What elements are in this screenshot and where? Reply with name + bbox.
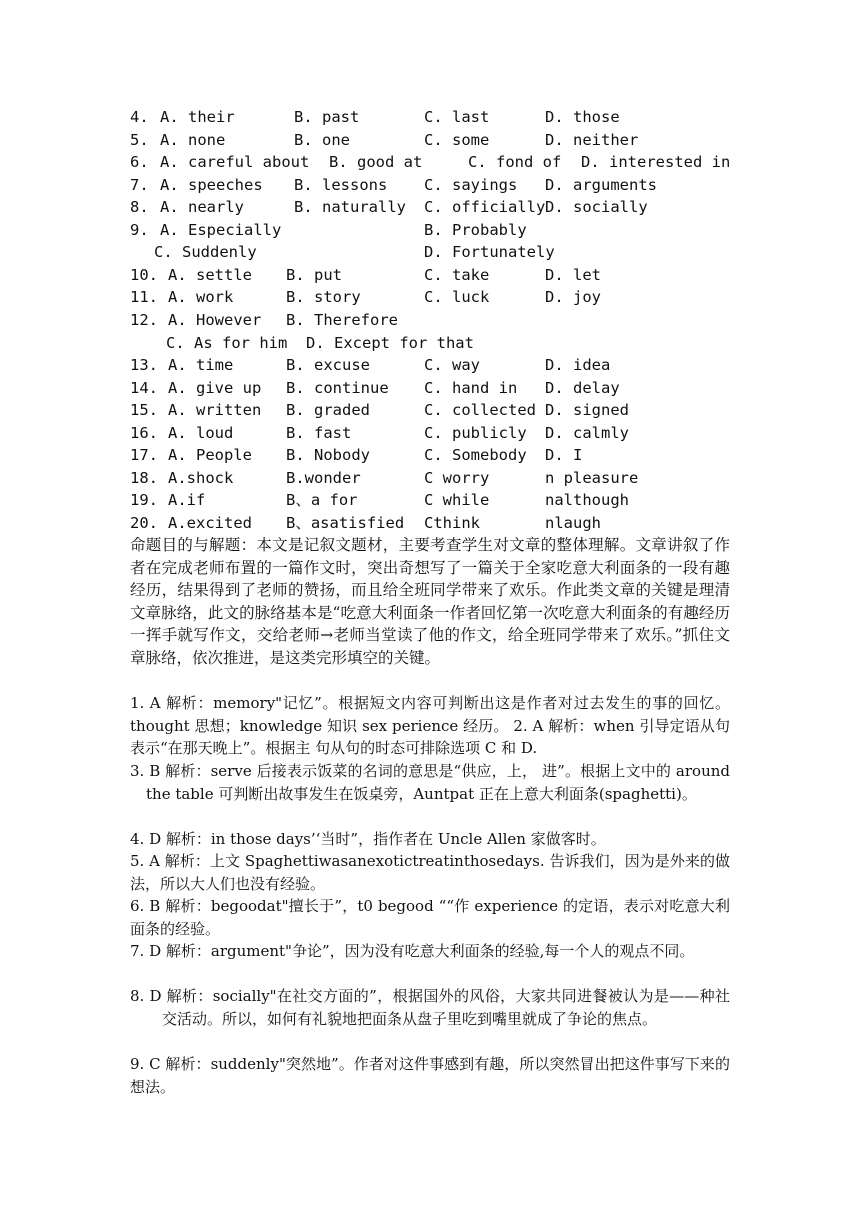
question-number: 7. — [130, 175, 149, 194]
option-c: C. Somebody — [424, 446, 527, 465]
option-c: C. way — [424, 356, 480, 375]
option-d: D. delay — [545, 378, 620, 397]
option-a: A. time — [168, 356, 234, 375]
option-b: D. Except for that — [306, 333, 474, 352]
option-d: n pleasure — [545, 468, 639, 487]
option-b: B. continue — [286, 378, 389, 397]
option-b: B、asatisfied — [286, 513, 405, 532]
option-b: B.wonder — [286, 468, 361, 487]
option-d: D. arguments — [545, 175, 657, 194]
option-c: C. publicly — [424, 423, 527, 442]
option-a: A.excited — [168, 513, 252, 532]
option-a: A. give up — [168, 378, 262, 397]
answer-4: 4. D 解析：in those days’‘当时”，指作者在 Uncle Allen 家做客时。 — [130, 830, 606, 848]
question-number: 17. — [130, 446, 158, 465]
option-a: A. their — [160, 108, 235, 126]
option-d: D. those — [545, 108, 620, 126]
option-a: A. settle — [168, 265, 252, 284]
option-d: D. calmly — [545, 423, 629, 442]
option-d: D. joy — [545, 288, 601, 307]
option-b: B. lessons — [294, 175, 388, 194]
option-a: A. Especially — [160, 220, 282, 239]
option-d: nlaugh — [545, 513, 601, 532]
question-number: 8. — [130, 198, 149, 217]
question-number: 6. — [130, 153, 149, 172]
option-b: B、a for — [286, 491, 358, 510]
option-b: B. naturally — [294, 198, 406, 217]
question-number: 18. — [130, 468, 158, 487]
question-number: 19. — [130, 491, 158, 510]
answer-5: 5. A 解析：上文 Spaghettiwasanexotictreatinthosedays. 告诉我们，因为是外来的做法，所以大人们也没有经验。 — [130, 852, 730, 893]
question-number: 16. — [130, 423, 158, 442]
answer-9: 9. C 解析：suddenly"突然地”。作者对这件事感到有趣，所以突然冒出把这件事写下来的想法。 — [130, 1055, 730, 1096]
option-c: C. some — [424, 130, 490, 149]
answer-1-2: 1. A 解析：memory"记忆”。根据短文内容可判断出这是作者对过去发生的事的回忆。thought 思想；knowledge 知识 sex perience 经历。 2. A 解析：when 引导定语从句表示“在那天晚上”。根据主 句从句的时态可排除选项 C 和 D. — [130, 694, 730, 758]
option-c: C. hand in — [424, 378, 518, 397]
option-c: D. Fortunately — [424, 243, 555, 262]
option-b: B. excuse — [286, 356, 370, 375]
option-a: A. nearly — [160, 198, 244, 217]
answer-6: 6. B 解析：begoodat"擅长于”，t0 begood ““作 experience 的定语，表示对吃意大利面条的经验。 — [130, 897, 730, 938]
option-b: B. good at — [329, 153, 423, 172]
option-b: B. one — [294, 130, 350, 149]
option-b: B. Therefore — [286, 310, 398, 329]
option-a: C. As for him — [166, 333, 288, 352]
option-a: A.if — [168, 491, 206, 510]
question-number: 4. — [130, 108, 149, 126]
answer-3: 3. B 解析：serve 后接表示饭菜的名词的意思是“供应，上， 进”。根据上文中的 around the table 可判断出故事发生在饭桌旁，Auntpat 正在上意大利面条(spaghetti)。 — [130, 762, 730, 803]
option-c: Cthink — [424, 513, 480, 532]
option-c: C. last — [424, 108, 490, 126]
question-number: 5. — [130, 130, 149, 149]
answer-8: 8. D 解析：socially"在社交方面的”，根据国外的风俗，大家共同进餐被认为是——种社交活动。所以，如何有礼貌地把面条从盘子里吃到嘴里就成了争论的焦点。 — [130, 987, 730, 1028]
option-a: A. However — [168, 310, 262, 329]
option-a: A. careful about — [160, 153, 310, 172]
question-number: 14. — [130, 378, 158, 397]
question-number: 20. — [130, 513, 158, 532]
option-a: A. work — [168, 288, 234, 307]
option-b: B. story — [286, 288, 361, 307]
option-b: B. fast — [286, 423, 352, 442]
option-c: C. collected — [424, 401, 536, 420]
option-a: A.shock — [168, 468, 234, 487]
question-number: 10. — [130, 265, 158, 284]
option-d: D. interested in — [581, 153, 731, 172]
answer-7: 7. D 解析：argument"争论”，因为没有吃意大利面条的经验,每一个人的观点不同。 — [130, 942, 695, 960]
option-d: nalthough — [545, 491, 629, 510]
option-b: B. Nobody — [286, 446, 370, 465]
option-d: D. I — [545, 446, 583, 465]
option-d: D. signed — [545, 401, 629, 420]
option-a: C. Suddenly — [154, 243, 257, 262]
option-c: C. fond of — [468, 153, 562, 172]
option-b: B. past — [294, 108, 360, 126]
question-number: 12. — [130, 310, 158, 329]
option-c: C while — [424, 491, 490, 510]
option-d: D. neither — [545, 130, 639, 149]
option-b: B. put — [286, 265, 342, 284]
option-c: C. sayings — [424, 175, 518, 194]
option-a: A. People — [168, 446, 252, 465]
option-b: B. graded — [286, 401, 370, 420]
question-number: 11. — [130, 288, 158, 307]
option-c: C. luck — [424, 288, 490, 307]
option-a: A. none — [160, 130, 226, 149]
option-c: C. take — [424, 265, 490, 284]
option-a: A. written — [168, 401, 262, 420]
option-a: A. speeches — [160, 175, 263, 194]
option-a: A. loud — [168, 423, 234, 442]
question-number: 13. — [130, 356, 158, 375]
option-c: B. Probably — [424, 220, 527, 239]
option-d: D. idea — [545, 356, 611, 375]
analysis-intro: 命题目的与解题：本文是记叙文题材，主要考查学生对文章的整体理解。文章讲叙了作者在完成老师布置的一篇作文时，突出奇想写了一篇关于全家吃意大利面条的一段有趣经历，结果得到了老师的赞扬，而且给全班同学带来了欢乐。作此类文章的关键是理清文章脉络，此文的脉络基本是“吃意大利面条一作者回忆第一次吃意大利面条的有趣经历一挥手就写作文，交给老师→老师当堂读了他的作文，给全班同学带来了欢乐。”抓住文章脉络，依次推进，是这类完形填空的关键。 — [130, 536, 730, 667]
question-number: 9. — [130, 220, 149, 239]
option-c: C. officially — [424, 198, 546, 217]
option-d: D. socially — [545, 198, 648, 217]
option-d: D. let — [545, 265, 601, 284]
question-number: 15. — [130, 401, 158, 420]
option-c: C worry — [424, 468, 490, 487]
